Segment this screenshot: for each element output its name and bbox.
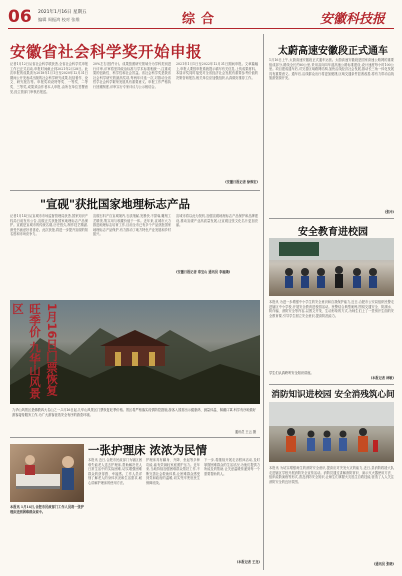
right-top-source: (张冲) xyxy=(384,210,394,214)
right-mid-photo-caption: 学生们认真聆听安全知识讲座。 xyxy=(269,371,314,375)
date-line: 2021年1月16日 星期五 xyxy=(38,10,87,15)
right-mid-headline: 安全教育进校园 xyxy=(298,227,368,238)
left-article-col3: 宣城市将以此为契机,加强宣砚地理标志产品保护和品牌建设,推动宣砚产业高质量发展,让宣砚这张文化名片更加亮丽。 xyxy=(176,214,258,228)
right-top-headline: 太蔚高速安徽段正式通车 xyxy=(278,46,388,57)
left-article-col1: 记者1月14日从宣城市市场监督管理局获悉,国家知识产权局日前发布公告,宣砚正式获批国家地理标志产品保护。宣砚是宣城市的传统名砚,历史悠久,制作技艺精湛,深受书画爱好者喜爱。此次获批,将进一步提升宣砚的知名度和市场竞争力。 xyxy=(10,214,88,237)
editor-line: 编辑 周振鸿 校对 张维 xyxy=(38,17,80,22)
section-divider-2 xyxy=(10,437,260,438)
left-article-col2: 宣砚石料产自宣城境内,石质细腻,发墨快,不损毫,雕刻工艺精美,集实用与收藏价值于一体。近年来,宣城市大力推进地理标志培育工作,目前全市已有多个产品获批国家地理标志产品保护,有力推动了地方特色产业发展和乡村振兴。 xyxy=(93,214,171,237)
bottom-article-source: (本报记者 王龙) xyxy=(236,560,260,564)
right-bottom-photo xyxy=(269,402,394,462)
right-divider-1 xyxy=(269,218,394,219)
bottom-article-col2: 护理床具有翻身、升降、坐起等多种功能,能有效减轻家庭照护压力。近年来,当地持续加强困难群众帮扶工作,不断完善社会救助体系,让困难群众感受到党和政府的温暖,切实兜牢兜底民生保障底线。 xyxy=(146,458,200,485)
main-article-col1: 记者1月12日从省社会科学联获悉,全省社会科学奖申报工作已正式启动,申报时间截止到2021年2月28日。此次申报的成果须为2018年1月1日至2020年12月31日期间公开发表或出版的社会科学研究成果,包括著作、论文、研究报告等。申报奖项设特等奖、一等奖、二等奖、三等奖,成果须由作者本人申报,由所在单位签署意见,经主管部门审核后报送。 xyxy=(10,62,88,94)
right-bottom-body: 本报讯 为切实增强师生的消防安全意识,提高应对突发火灾的能力,近日,县消防救援大队走进辖区学校开展消防安全宣传活动。消防员通过讲解消防常识、演示灭火器使用方法、组织疏散演练等形式,普及消防安全知识,让师生们掌握火灾逃生自救技能,营造了人人关注消防安全的良好氛围。 xyxy=(269,466,394,484)
right-divider-2 xyxy=(269,384,394,385)
right-top-body: 1月16日上午,太蔚高速安徽段正式通车运营。太蔚高速安徽段是国家高速公路网的重要组成部分,路线全长约60公里,采用双向四车道高速公路标准建设,设计速度每小时100公里。项目建成通车后,对完善区域路网结构,加快沿线经济社会发展,推动长三角一体化发展具有重要意义。通车后,沿线群众出行将更加便捷,区域交通条件显著改善,将有力带动沿线旅游资源开发。 xyxy=(269,58,394,81)
main-article-col2: 20%左右(按件计)。成果按照研究领域分为学科类别进行评审,评审将坚持政治标准与学术标准相统一,注重成果的创新性、科学性和社会效益。省社会科学奖是我省社会科学研究的最高奖项,每两年评选一次,对推动全省哲学社会科学繁荣发展具有重要意义。申报工作严格执行回避制度,评审实行专家评议与公示相结合。 xyxy=(93,62,171,89)
bottom-article-col1: 本报讯 近日,合肥市民政部门为辖区困难失能老人送去护理床,帮助解决老人日常生活中的实际困难,切实增强困难群众的获得感、幸福感。工作人员详细了解老人的身体状况和生活需求,耐心讲解护理床的使用方法。 xyxy=(88,458,142,485)
main-article-source: (安徽日报记者 徐维宏) xyxy=(225,180,258,184)
main-article-col3: 2021年1月1日至2022年12月31日期间申报。文章篇幅上,申报人要按申报系统提示填写有关信息,上传成果材料。本届评奖同时接受对全省经济社会发展有重要参考价值的决策咨询报告,相关单位应加强组织,认真做好推荐工作。 xyxy=(176,62,258,80)
right-mid-source: (本报记者 林敏) xyxy=(370,376,394,380)
masthead-rule xyxy=(8,28,394,29)
paper-name-logo: 安徽科技报 xyxy=(320,12,386,27)
bottom-article-photo-caption: 本报讯 1月14日,合肥市民政部门工作人员将一张护理床送到困难群众家中。 xyxy=(10,505,84,514)
right-mid-body: 本报讯 为进一步增强中小学生的安全意识和自我保护能力,近日,合肥市公安局组织民警走进辖区中小学校,开展安全教育进校园活动。民警结合典型案例,围绕交通安全、防溺水、防诈骗、消防安全等内容,以图文并茂、生动形象的方式,为师生们上了一堂别开生面的安全教育课,引导学生树立安全意识,提高防范能力。 xyxy=(269,300,394,318)
classroom-students-illustration xyxy=(269,238,394,296)
page-number: 06 xyxy=(8,7,32,27)
column-divider xyxy=(263,34,264,570)
section-divider xyxy=(10,190,260,191)
left-article-source: (安徽日报记者 章宝山 通讯员 李福娥) xyxy=(176,270,231,274)
feature-vertical-headline: 1月16日门票恢复旺季价 九华山风景区 xyxy=(11,303,59,400)
right-bottom-source: (通讯员 张晓) xyxy=(373,562,394,566)
feature-photo-caption: 九华山风景区是佛教四大名山之一,1月16日起,九华山风景区门票恢复旺季价格。景区将严格落实疫情防控措施,游客入园需出示健康码、测量体温、佩戴口罩,科学有序地做好游客接待服务工作,为广大游客营造安全有序的游览环境。 xyxy=(12,408,256,417)
section-title: 综合 xyxy=(182,12,221,27)
main-headline: 安徽省社会科学奖开始申报 xyxy=(10,43,203,61)
right-bottom-headline: 消防知识进校园 安全消残筑心间 xyxy=(271,390,395,400)
nursing-bed-illustration xyxy=(10,444,84,502)
bottom-article-photo xyxy=(10,444,84,502)
fire-drill-illustration xyxy=(269,402,394,462)
bottom-article-col3: 下一步,将继续开展走访慰问活动,及时掌握困难群众的生活状况,为他们提供力所能及的帮助,让关爱温暖传递到每一个需要帮助的人。 xyxy=(204,458,260,476)
feature-photo-credit: 通讯员 王云 摄 xyxy=(234,430,256,434)
right-mid-photo xyxy=(269,238,394,296)
left-article-headline: "宣砚"获批国家地理标志产品 xyxy=(40,197,190,211)
bottom-article-headline: 一张护理床 浓浓为民情 xyxy=(88,443,208,457)
